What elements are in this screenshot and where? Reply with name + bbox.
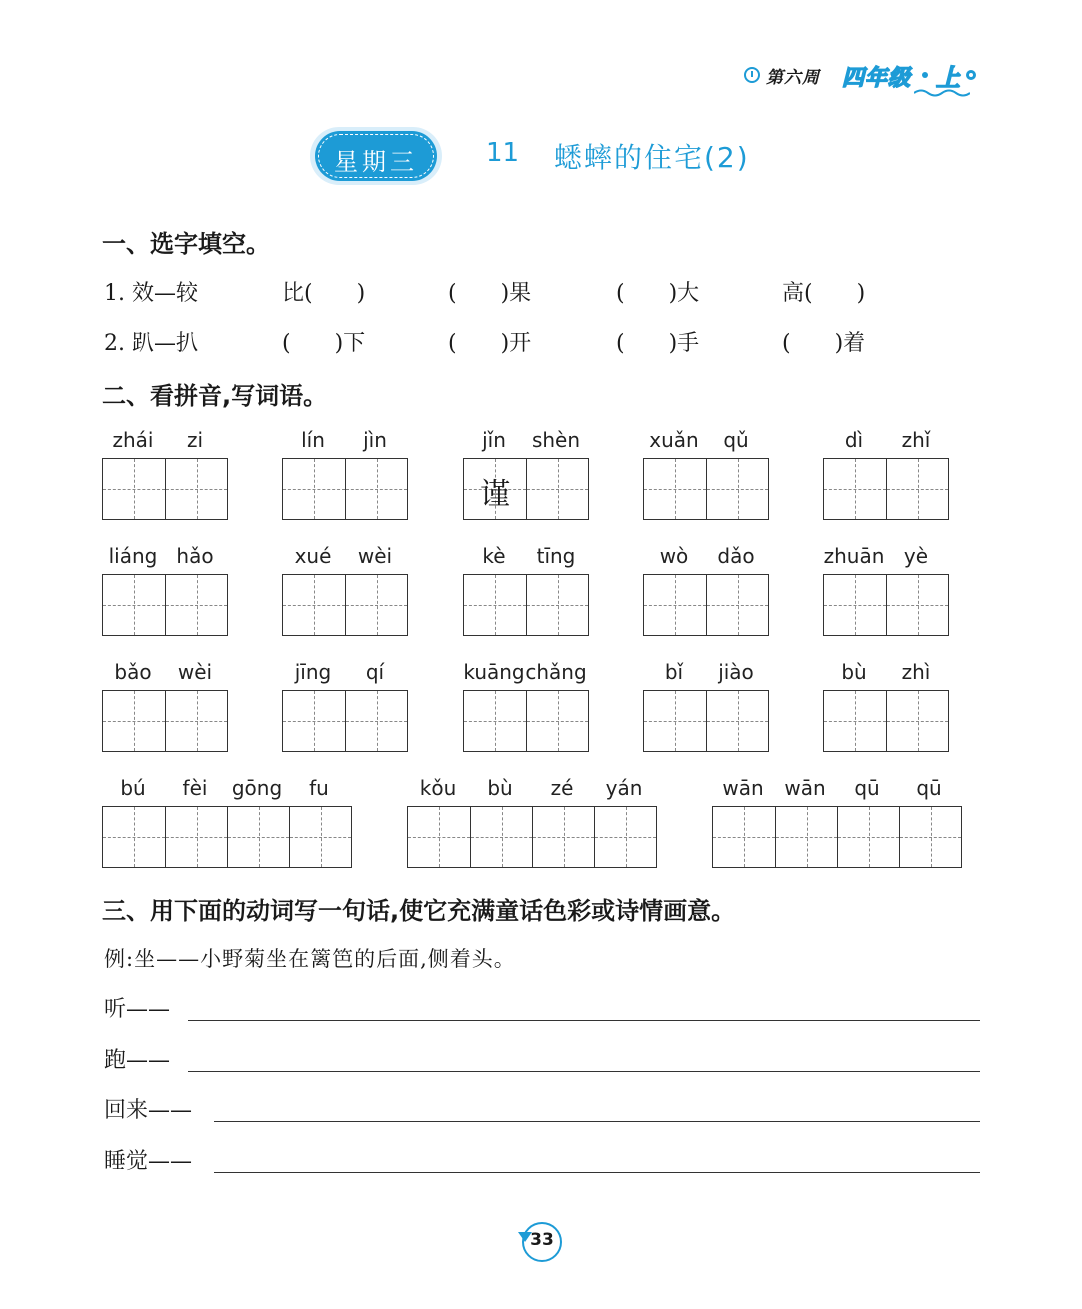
pinyin-label: xué bbox=[294, 544, 332, 568]
pinyin-label: qǔ bbox=[723, 428, 749, 452]
pinyin-label: wān bbox=[722, 776, 764, 800]
grid-cell[interactable] bbox=[706, 575, 768, 635]
writing-grid bbox=[643, 574, 769, 636]
pinyin-label: jǐn bbox=[482, 428, 506, 452]
day-label: 星期三 bbox=[334, 148, 418, 176]
fill-blank-item[interactable]: ( )大 bbox=[616, 281, 700, 306]
pinyin-label: yán bbox=[605, 776, 643, 800]
week-grade-badge bbox=[744, 58, 984, 98]
fill-blank-item[interactable]: ( )着 bbox=[782, 331, 866, 356]
writing-grid bbox=[823, 574, 949, 636]
grid-cell[interactable] bbox=[706, 691, 768, 751]
fill-blank-item[interactable]: 高( ) bbox=[782, 281, 866, 306]
answer-line[interactable] bbox=[188, 1071, 980, 1072]
pinyin-label: zhì bbox=[901, 660, 931, 684]
grid-cell[interactable] bbox=[824, 691, 886, 751]
grid-cell[interactable] bbox=[594, 807, 656, 867]
grid-cell[interactable] bbox=[345, 575, 407, 635]
pinyin-label: liáng bbox=[108, 544, 158, 568]
clock-icon bbox=[744, 67, 760, 83]
pinyin-label: gōng bbox=[231, 776, 283, 800]
grid-cell[interactable] bbox=[103, 691, 165, 751]
pinyin-label: qí bbox=[365, 660, 385, 684]
pinyin-label: bù bbox=[841, 660, 867, 684]
grid-cell[interactable] bbox=[526, 691, 588, 751]
writing-grid bbox=[407, 806, 657, 868]
writing-grid bbox=[282, 690, 408, 752]
pinyin-label: bǐ bbox=[664, 660, 684, 684]
grid-cell[interactable] bbox=[886, 575, 948, 635]
dot-separator bbox=[922, 72, 928, 78]
pinyin-label: tīng bbox=[536, 544, 576, 568]
answer-line[interactable] bbox=[214, 1172, 980, 1173]
grid-cell[interactable] bbox=[464, 575, 526, 635]
writing-grid bbox=[463, 690, 589, 752]
grid-char: 谨 bbox=[480, 477, 510, 512]
page-number-badge bbox=[518, 1222, 564, 1262]
writing-grid bbox=[102, 690, 228, 752]
pinyin-label: wò bbox=[659, 544, 689, 568]
pinyin-label: zhái bbox=[112, 428, 154, 452]
grid-cell[interactable] bbox=[464, 459, 526, 519]
pinyin-label: kuāng bbox=[463, 660, 525, 684]
pinyin-label: jiào bbox=[718, 660, 754, 684]
grid-cell[interactable] bbox=[165, 575, 227, 635]
prompt-label: 睡觉—— bbox=[104, 1149, 193, 1174]
grid-cell[interactable] bbox=[345, 459, 407, 519]
grid-cell[interactable] bbox=[345, 691, 407, 751]
writing-grid bbox=[102, 458, 228, 520]
pinyin-label: zhuān bbox=[823, 544, 885, 568]
grid-cell[interactable] bbox=[165, 459, 227, 519]
pinyin-label: qū bbox=[854, 776, 880, 800]
writing-grid bbox=[823, 690, 949, 752]
prompt-label: 跑—— bbox=[104, 1048, 171, 1073]
grid-cell[interactable] bbox=[837, 807, 899, 867]
page-number: 33 bbox=[530, 1230, 554, 1250]
writing-grid bbox=[102, 806, 352, 868]
week-label: 第六周 bbox=[766, 68, 820, 88]
pinyin-label: wèi bbox=[177, 660, 213, 684]
writing-grid bbox=[712, 806, 962, 868]
grid-cell[interactable] bbox=[824, 575, 886, 635]
writing-grid bbox=[102, 574, 228, 636]
grid-cell[interactable] bbox=[165, 807, 227, 867]
grid-cell[interactable] bbox=[886, 459, 948, 519]
pinyin-label: fu bbox=[309, 776, 329, 800]
grid-cell[interactable] bbox=[824, 459, 886, 519]
grid-cell[interactable] bbox=[103, 807, 165, 867]
grid-cell[interactable] bbox=[899, 807, 961, 867]
lesson-number: 11 bbox=[486, 138, 520, 168]
pinyin-label: bú bbox=[120, 776, 146, 800]
fill-blank-item[interactable]: ( )果 bbox=[448, 281, 532, 306]
pinyin-label: kǒu bbox=[419, 776, 457, 800]
grid-cell[interactable] bbox=[526, 459, 588, 519]
grid-cell[interactable] bbox=[283, 575, 345, 635]
writing-grid bbox=[823, 458, 949, 520]
grid-cell[interactable] bbox=[283, 691, 345, 751]
lesson-title: 蟋蟀的住宅(2) bbox=[554, 141, 750, 174]
writing-grid bbox=[643, 458, 769, 520]
answer-line[interactable] bbox=[188, 1020, 980, 1021]
day-pill bbox=[310, 127, 442, 185]
grade-label: 四年级 bbox=[842, 66, 912, 91]
section2-heading: 二、看拼音,写词语。 bbox=[102, 382, 328, 410]
grid-cell[interactable] bbox=[713, 807, 775, 867]
pinyin-label: zhǐ bbox=[901, 428, 931, 452]
pinyin-label: xuǎn bbox=[649, 428, 699, 452]
section1-row2-label: 2. 趴—扒 bbox=[104, 331, 198, 356]
pinyin-label: zé bbox=[550, 776, 574, 800]
pinyin-label: qū bbox=[916, 776, 942, 800]
grid-cell[interactable] bbox=[470, 807, 532, 867]
wave-decoration bbox=[914, 88, 970, 98]
grid-cell[interactable] bbox=[532, 807, 594, 867]
answer-line[interactable] bbox=[214, 1121, 980, 1122]
fill-blank-item[interactable]: 比( ) bbox=[282, 281, 366, 306]
grid-cell[interactable] bbox=[644, 575, 706, 635]
writing-grid bbox=[282, 574, 408, 636]
grid-cell[interactable] bbox=[775, 807, 837, 867]
pinyin-label: bǎo bbox=[114, 660, 152, 684]
grid-cell[interactable] bbox=[103, 459, 165, 519]
grid-cell[interactable] bbox=[644, 691, 706, 751]
section3-heading: 三、用下面的动词写一句话,使它充满童话色彩或诗情画意。 bbox=[102, 897, 736, 925]
grid-cell[interactable] bbox=[227, 807, 289, 867]
pinyin-label: wèi bbox=[357, 544, 393, 568]
grid-cell[interactable] bbox=[886, 691, 948, 751]
ring-icon bbox=[966, 70, 976, 80]
grid-cell[interactable] bbox=[289, 807, 351, 867]
pinyin-label: kè bbox=[482, 544, 506, 568]
pinyin-label: shèn bbox=[531, 428, 581, 452]
pinyin-label: dì bbox=[844, 428, 864, 452]
pinyin-label: lín bbox=[301, 428, 325, 452]
pinyin-label: chǎng bbox=[525, 660, 587, 684]
grid-cell[interactable] bbox=[706, 459, 768, 519]
pinyin-label: hǎo bbox=[176, 544, 214, 568]
grid-cell[interactable] bbox=[408, 807, 470, 867]
writing-grid bbox=[463, 574, 589, 636]
pinyin-label: wān bbox=[784, 776, 826, 800]
fill-blank-item[interactable]: ( )手 bbox=[616, 331, 700, 356]
pinyin-label: yè bbox=[903, 544, 929, 568]
section1-row1-label: 1. 效—较 bbox=[104, 281, 198, 306]
grid-cell[interactable] bbox=[283, 459, 345, 519]
prompt-label: 回来—— bbox=[104, 1098, 193, 1123]
grid-cell[interactable] bbox=[464, 691, 526, 751]
example-sentence: 例:坐——小野菊坐在篱笆的后面,侧着头。 bbox=[104, 947, 516, 971]
grid-cell[interactable] bbox=[165, 691, 227, 751]
pinyin-label: dǎo bbox=[717, 544, 755, 568]
term-label: 上 bbox=[936, 64, 960, 92]
writing-grid bbox=[282, 458, 408, 520]
grid-cell[interactable] bbox=[526, 575, 588, 635]
grid-cell[interactable] bbox=[644, 459, 706, 519]
fill-blank-item[interactable]: ( )开 bbox=[448, 331, 532, 356]
pinyin-label: fèi bbox=[182, 776, 208, 800]
pinyin-label: bù bbox=[487, 776, 513, 800]
writing-grid bbox=[643, 690, 769, 752]
pinyin-label: jìn bbox=[363, 428, 387, 452]
grid-cell[interactable] bbox=[103, 575, 165, 635]
pinyin-label: zi bbox=[186, 428, 204, 452]
pinyin-label: jīng bbox=[294, 660, 332, 684]
writing-grid bbox=[463, 458, 589, 520]
section1-heading: 一、选字填空。 bbox=[102, 230, 270, 258]
fill-blank-item[interactable]: ( )下 bbox=[282, 331, 366, 356]
prompt-label: 听—— bbox=[104, 997, 171, 1022]
